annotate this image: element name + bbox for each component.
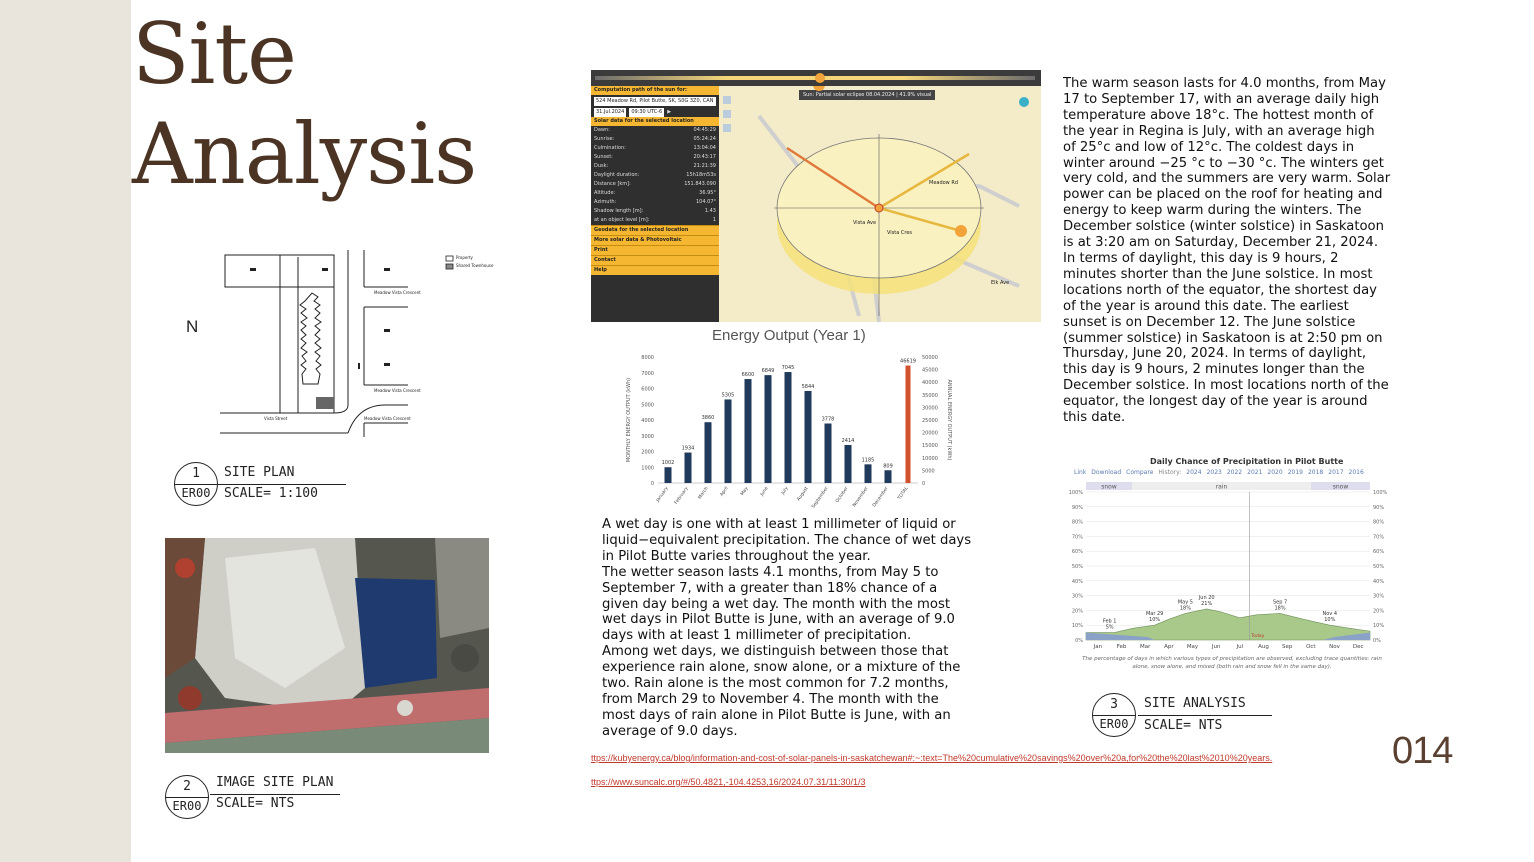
suncalc-screenshot [591,70,1041,322]
y2-tick-label: 80% [1373,519,1385,526]
title-line-2: Analysis [132,105,477,203]
season-band-label: rain [1215,483,1228,491]
solar-data-row [591,171,719,180]
energy-bar [705,422,712,483]
year-button[interactable]: 2022 [1226,469,1243,476]
energy-bar [865,464,872,483]
solar-data-row [591,180,719,189]
solar-data-row [591,162,719,171]
y-tick-label: 100% [1068,490,1083,496]
menu-item: More solar data & Photovoltaic [591,235,719,245]
drawing-code: ER00 [172,799,202,813]
aerial-site-image [165,538,489,753]
year-button[interactable]: 2020 [1267,469,1283,476]
energy-bar [665,467,672,483]
drawing-label-1 [174,462,218,506]
annotation-label: Nov 4 [1322,611,1338,618]
energy-bar [825,423,832,483]
annotation-label: Jun 20 [1198,594,1215,601]
data-label: 2414 [841,437,855,444]
solar-data-row [591,207,719,216]
energy-bar [765,375,772,483]
reference-link-kuby[interactable]: ttps://kubyenergy.ca/blog/information-and-cost-of-solar-panels-in-saskatchewan#:~:text=The%20cumulative%20savings%20over%20a,for%20the%20last%2010%20years. [591,753,1273,763]
annotation-value: 5% [1105,624,1114,631]
data-label: 809 [883,463,893,470]
precip-chart [1062,478,1402,656]
eclipse-banner: Sun: Partial solar eclipse 08.04.2024 | 41.9% visual [799,90,935,100]
season-band-label: snow [1332,483,1349,491]
solar-data-value: 1 [712,217,716,223]
y2-tick-label: 70% [1373,534,1385,541]
precip-caption: The percentage of days in which various types of precipitation are observed, excluding trace quantities: rain alone, snow alone, and mixed (both rain and snow fell in the same day). [1082,656,1382,670]
y2-tick-label: 40000 [922,380,938,387]
map-label: Vista Cres [887,230,913,236]
x-tick-label: Jun [1211,644,1221,650]
x-tick-label: October [835,486,850,504]
y2-tick-label: 35000 [922,392,938,399]
solar-data-row [591,216,719,225]
drawing-label-2 [165,775,209,819]
data-label: 6849 [761,368,775,375]
solar-data-value: 104.07° [696,199,716,205]
timeline-bar [591,70,1041,86]
y-tick-label: 10% [1071,623,1083,630]
year-button[interactable]: 2024 [1186,469,1202,476]
x-tick-label: TOTAL [897,486,910,501]
year-button[interactable]: 2016 [1348,469,1364,476]
x-tick-label: Sep [1281,644,1293,650]
street-label: Meadow Vista Crescent [374,388,421,393]
y-tick-label: 1000 [641,465,654,472]
solar-data-key: Distance [km]: [594,181,631,187]
solar-data-value: 36.95° [699,190,716,196]
y2-tick-label: 5000 [922,468,935,475]
y2-tick-label: 100% [1373,490,1388,496]
annotation-label: Feb 1 [1102,618,1117,625]
street-label: Meadow Vista Crescent [374,290,421,295]
x-tick-label: Apr [1164,644,1174,650]
y2-tick-label: 30% [1373,593,1385,600]
data-label: 5305 [721,392,735,399]
timeline-handle [815,73,825,83]
annotation-value: 10% [1149,617,1161,624]
y2-tick-label: 60% [1373,549,1385,556]
history-label: History: [1158,469,1182,476]
street-label: Meadow Vista Crescent [364,416,411,421]
data-label: 3778 [821,416,835,423]
y-tick-label: 80% [1071,519,1083,526]
date-field: 31.Jul.2024 [596,109,625,115]
address-field: 524 Meadow Rd, Pilot Butte, SK, S0G 3Z0, CAN [594,97,716,106]
y2-tick-label: 15000 [922,443,938,450]
y2-tick-label: 10% [1373,623,1385,630]
data-label: 1002 [661,460,675,467]
solar-data-key: Sunrise: [594,136,615,142]
y2-tick-label: 20000 [922,430,938,437]
annotation-value: 18% [1274,605,1286,612]
y-tick-label: 90% [1071,504,1083,511]
download-button[interactable]: Download [1091,469,1122,476]
time-field: 09:30 UTC-6 [631,109,663,115]
y-tick-label: 7000 [641,370,654,377]
drawing-scale-1: SCALE= 1:100 [224,486,318,501]
drawing-label-3 [1092,693,1136,737]
play-icon: ▶ [667,109,672,115]
x-tick-label: June [759,486,770,498]
solar-data-value: 151.843.090 [684,181,716,187]
solar-data-header: Solar data for the selected location [591,117,719,126]
energy-bar [845,445,852,483]
y2-tick-label: 50% [1373,564,1385,570]
site-plan-drawing [180,245,510,440]
y-tick-label: 5000 [641,402,654,409]
drawing-code: ER00 [181,486,211,500]
x-tick-label: Jul [1236,644,1244,650]
y2-tick-label: 45000 [922,367,938,374]
y2-axis-title: ANNUAL ENERGY OUTPUT (kWh) [946,379,952,461]
x-tick-label: Mar [1139,644,1151,650]
solar-data-row [591,135,719,144]
precip-toolbar [1074,469,1364,476]
year-button[interactable]: 2021 [1247,469,1263,476]
year-button[interactable]: 2017 [1328,469,1344,476]
energy-chart [622,347,958,517]
menu-item: Geodata for the selected location [591,225,719,235]
solar-data-key: Culmination: [594,145,626,151]
y2-tick-label: 0% [1373,638,1381,644]
energy-bar [725,399,732,483]
annotation-label: May 5 [1177,599,1193,606]
wet-day-text: A wet day is one with at least 1 millimeter of liquid or liquid−equivalent precipitation. The chance of wet days in Pilot Butte varies throughout the year. The wetter season lasts 4.1 months, from May 5 to September 7, with a greater than 18% chance of a given day being a wet day. The month with the most wet days in Pilot Butte is June, with an average of 9.0 days with at least 1 millimeter of precipitation. Among wet days, we distinguish between those that experience rain alone, snow alone, or a mixture of the two. Rain alone is the most common for 7.2 months, from March 29 to November 4. The month with the most days of rain alone in Pilot Butte is June, with an average of 9.0 days. [602,517,972,739]
menu-item: Contact [591,255,719,265]
sidebar-strip [0,0,131,862]
y2-tick-label: 10000 [922,455,938,462]
x-tick-label: Oct [1306,644,1316,650]
energy-bar [785,372,792,483]
drawing-number: 2 [183,779,191,794]
solar-data-value: 15h18m53s [686,172,716,178]
x-tick-label: Jan [1093,644,1103,650]
annotation-label: Mar 29 [1145,611,1164,618]
x-tick-label: January [655,486,670,504]
energy-bar [745,379,752,483]
map-label: Meadow Rd [929,180,959,186]
map-label: Vista Ave [853,220,877,226]
x-tick-label: December [872,486,890,509]
street-label: Vista Street [264,416,288,421]
solar-data-value: 05:24:24 [693,136,716,142]
drawing-title-3: SITE ANALYSIS [1144,696,1246,711]
year-button[interactable]: 2023 [1206,469,1222,476]
y-tick-label: 70% [1071,534,1083,541]
solar-data-row [591,153,719,162]
y-tick-label: 2000 [641,449,654,456]
solar-data-value: 13:04:04 [693,145,716,151]
solar-data-value: 04:45:29 [693,127,716,133]
solar-data-key: at an object level [m]: [594,217,650,223]
x-tick-label: Dec [1352,644,1364,650]
x-tick-label: February [674,486,690,506]
data-label: 1934 [681,445,695,452]
y-tick-label: 20% [1071,608,1083,615]
y-tick-label: 0 [650,481,654,487]
y-tick-label: 6000 [641,386,654,393]
menu-item: Help [591,265,719,275]
solar-data-value: 1.43 [704,208,716,214]
energy-bar [906,366,911,483]
data-label: 1185 [861,457,875,464]
y-axis-title: MONTHLY ENERGY OUTPUT (kWh) [626,377,632,463]
solar-data-value: 21:21:39 [693,163,716,169]
annotation-value: 21% [1201,600,1213,607]
y-tick-label: 50% [1071,564,1083,570]
solar-data-row [591,144,719,153]
compare-button[interactable]: Compare [1126,469,1154,476]
x-tick-label: September [811,486,830,510]
drawing-title-1: SITE PLAN [224,465,295,480]
y-tick-label: 60% [1071,549,1083,556]
season-band-label: snow [1101,483,1117,491]
y2-tick-label: 50000 [922,355,938,361]
y-tick-label: 8000 [641,355,654,361]
legend-townhouse: Shared Townhouse [456,263,494,268]
annotation-value: 10% [1324,617,1336,624]
solar-data-row [591,189,719,198]
solar-data-row [591,126,719,135]
y2-tick-label: 25000 [922,418,938,424]
x-tick-label: May [740,486,750,497]
x-tick-label: November [852,486,870,509]
y-tick-label: 30% [1071,593,1083,600]
y-tick-label: 4000 [641,418,654,424]
menu-item: Print [591,245,719,255]
y2-tick-label: 90% [1373,504,1385,511]
drawing-number: 1 [192,466,200,481]
annotation-label: Sep 7 [1272,599,1288,606]
map-label: Elk Ave [991,280,1010,286]
today-marker: Today [1251,634,1265,639]
solar-data-key: Shadow length [m]: [594,208,644,214]
sun-path-diagram [719,86,1041,322]
annotation-value: 18% [1179,605,1191,612]
x-tick-label: Aug [1258,644,1269,650]
drawing-title-2: IMAGE SITE PLAN [216,775,334,790]
legend-property: Property [456,255,473,260]
solar-data-rows [591,126,719,225]
data-label: 5844 [801,383,815,390]
solar-data-value: 20:43:17 [693,154,716,160]
data-label: 46619 [900,358,916,365]
y-tick-label: 0% [1075,638,1083,644]
x-tick-label: Feb [1116,644,1127,650]
drawing-scale-2: SCALE= NTS [216,796,295,811]
solar-data-key: Azimuth: [594,199,617,205]
energy-bar [685,453,692,483]
title-line-1: Site [132,5,296,103]
panel-header: Computation path of the sun for: [591,86,719,95]
x-tick-label: April [719,486,730,498]
x-tick-label: March [697,486,710,501]
solar-data-key: Dawn: [594,127,610,133]
energy-chart-title: Energy Output (Year 1) [712,327,866,344]
link-button[interactable]: Link [1074,469,1087,476]
solar-data-key: Dusk: [594,163,609,169]
y2-tick-label: 0 [922,481,926,487]
solar-data-key: Daylight duration: [594,172,640,178]
reference-link-suncalc[interactable]: ttps://www.suncalc.org/#/50.4821,-104.4253,16/2024.07.31/11:30/1/3 [591,777,866,787]
precip-chart-title: Daily Chance of Precipitation in Pilot Butte [1150,457,1344,466]
drawing-scale-3: SCALE= NTS [1144,718,1223,733]
site-plan-svg [180,245,510,440]
x-tick-label: July [780,486,790,496]
warm-season-text: The warm season lasts for 4.0 months, from May 17 to September 17, with an average daily high temperature above 18°c. The hottest month of the year in Regina is July, with an average high of 25°c and low of 12°c. The coldest days in winter around −25 °c to −30 °c. The winters get very cold, and the summers are very warm. Solar power can be placed on the roof for heating and energy to keep warm during the winters. The December solstice (winter solstice) in Saskatoon is at 3:20 am on Saturday, December 21, 2024. In terms of daylight, this day is 9 hours, 2 minutes shorter than the June solstice. In most locations north of the equator, the shortest day of the year is around this date. The earliest sunset is on December 12. The June solstice (summer solstice) in Saskatoon is at 2:50 pm on Thursday, June 20, 2024. In terms of daylight, this day is 9 hours, 2 minutes longer than the December solstice. In most locations north of the equator, the longest day of the year is around this date. [1063,76,1391,426]
data-label: 7045 [781,365,795,372]
x-tick-label: August [796,486,810,503]
north-label: N [186,317,199,336]
drawing-number: 3 [1110,697,1118,712]
y2-tick-label: 40% [1373,578,1385,585]
suncalc-panel [591,86,719,322]
y2-tick-label: 20% [1373,608,1385,615]
energy-bar [885,470,892,483]
y-tick-label: 40% [1071,578,1083,585]
solar-data-row [591,198,719,207]
data-label: 3860 [701,415,715,422]
page-number: 014 [1392,730,1453,772]
solar-data-key: Sunset: [594,154,613,160]
energy-bar [805,391,812,483]
year-button[interactable]: 2019 [1287,469,1303,476]
x-tick-label: May [1186,644,1199,650]
y2-tick-label: 30000 [922,405,938,412]
drawing-code: ER00 [1099,717,1129,731]
solar-data-key: Altitude: [594,190,616,196]
x-tick-label: Nov [1329,644,1340,650]
y-tick-label: 3000 [641,433,654,440]
page-title [132,4,476,204]
year-button[interactable]: 2018 [1307,469,1324,476]
data-label: 6600 [741,372,755,379]
